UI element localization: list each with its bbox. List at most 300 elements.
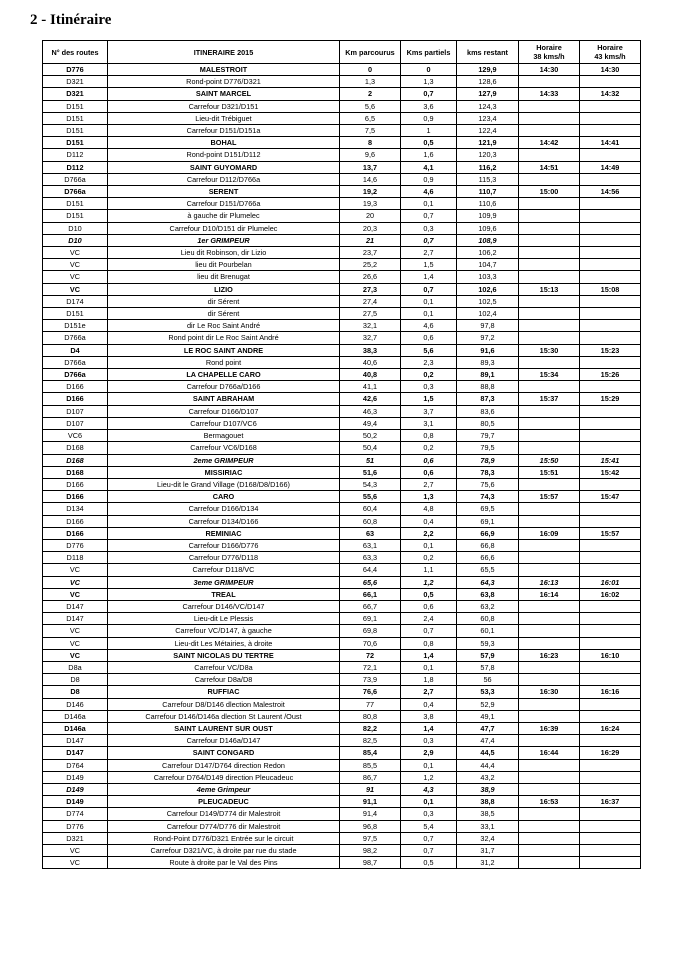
itinerary-cell: dir Sérent [108, 308, 340, 320]
km-covered-cell: 80,8 [340, 710, 401, 722]
route-number-cell: D168 [43, 466, 108, 478]
route-number-cell: D151 [43, 308, 108, 320]
km-covered-cell: 40,8 [340, 369, 401, 381]
time-43-cell: 16:02 [580, 588, 641, 600]
route-number-cell: VC [43, 576, 108, 588]
km-partial-cell: 4,8 [401, 503, 457, 515]
time-43-cell [580, 478, 641, 490]
km-partial-cell: 1 [401, 125, 457, 137]
time-38-cell: 15:57 [519, 491, 580, 503]
km-remaining-cell: 89,3 [457, 356, 519, 368]
itinerary-cell: Route à droite par le Val des Pins [108, 857, 340, 869]
km-partial-cell: 2,7 [401, 247, 457, 259]
table-row [43, 637, 641, 649]
itinerary-cell: Carrefour D151/D151a [108, 125, 340, 137]
km-partial-cell: 2,7 [401, 478, 457, 490]
km-covered-cell: 26,6 [340, 271, 401, 283]
table-row [43, 283, 641, 295]
time-43-cell [580, 356, 641, 368]
km-remaining-cell: 108,9 [457, 234, 519, 246]
km-partial-cell: 0,6 [401, 454, 457, 466]
km-remaining-cell: 88,8 [457, 381, 519, 393]
km-partial-cell: 0,7 [401, 234, 457, 246]
time-38-cell: 16:14 [519, 588, 580, 600]
itinerary-cell: Carrefour D149/D774 dir Malestroit [108, 808, 340, 820]
km-covered-cell: 1,3 [340, 76, 401, 88]
time-43-cell [580, 430, 641, 442]
time-38-cell [519, 832, 580, 844]
route-number-cell: VC [43, 649, 108, 661]
km-covered-cell: 50,4 [340, 442, 401, 454]
km-partial-cell: 1,5 [401, 259, 457, 271]
km-covered-cell: 55,6 [340, 491, 401, 503]
table-row [43, 417, 641, 429]
table-row [43, 210, 641, 222]
km-remaining-cell: 66,8 [457, 539, 519, 551]
table-row [43, 344, 641, 356]
km-covered-cell: 0 [340, 64, 401, 76]
route-number-cell: D166 [43, 515, 108, 527]
km-remaining-cell: 106,2 [457, 247, 519, 259]
km-covered-cell: 91,1 [340, 796, 401, 808]
km-partial-cell: 0,9 [401, 173, 457, 185]
km-covered-cell: 14,6 [340, 173, 401, 185]
time-38-cell [519, 600, 580, 612]
table-row [43, 552, 641, 564]
route-number-cell: D766a [43, 369, 108, 381]
km-covered-cell: 20 [340, 210, 401, 222]
km-covered-cell: 40,6 [340, 356, 401, 368]
route-number-cell: D146a [43, 710, 108, 722]
km-partial-cell: 1,4 [401, 649, 457, 661]
table-row [43, 686, 641, 698]
itinerary-cell: SAINT MARCEL [108, 88, 340, 100]
route-number-cell: D776 [43, 820, 108, 832]
km-remaining-cell: 83,6 [457, 405, 519, 417]
route-number-cell: D107 [43, 417, 108, 429]
km-remaining-cell: 116,2 [457, 161, 519, 173]
itinerary-cell: Carrefour D10/D151 dir Plumelec [108, 222, 340, 234]
km-partial-cell: 0,3 [401, 381, 457, 393]
itinerary-cell: Carrefour D147/D764 direction Redon [108, 759, 340, 771]
time-38-cell [519, 539, 580, 551]
time-38-cell: 16:53 [519, 796, 580, 808]
time-38-cell [519, 735, 580, 747]
km-covered-cell: 46,3 [340, 405, 401, 417]
time-38-cell: 16:09 [519, 527, 580, 539]
itinerary-cell: SAINT CONGARD [108, 747, 340, 759]
km-partial-cell: 0,6 [401, 466, 457, 478]
km-covered-cell: 82,2 [340, 722, 401, 734]
itinerary-cell: Carrefour D764/D149 direction Pleucadeuc [108, 771, 340, 783]
km-covered-cell: 91,4 [340, 808, 401, 820]
itinerary-cell: Carrefour D766a/D166 [108, 381, 340, 393]
route-number-cell: VC [43, 283, 108, 295]
table-row [43, 625, 641, 637]
itinerary-cell: lieu dit Brenugat [108, 271, 340, 283]
route-number-cell: VC [43, 857, 108, 869]
route-number-cell: D134 [43, 503, 108, 515]
time-43-cell [580, 759, 641, 771]
km-remaining-cell: 97,2 [457, 332, 519, 344]
itinerary-cell: Carrefour D107/VC6 [108, 417, 340, 429]
header-km-remaining: kms restant [457, 41, 519, 64]
km-covered-cell: 66,1 [340, 588, 401, 600]
time-43-cell: 16:37 [580, 796, 641, 808]
time-43-cell [580, 405, 641, 417]
route-number-cell: D118 [43, 552, 108, 564]
time-43-cell [580, 600, 641, 612]
km-covered-cell: 77 [340, 698, 401, 710]
itinerary-cell: 1er GRIMPEUR [108, 234, 340, 246]
km-covered-cell: 25,2 [340, 259, 401, 271]
route-number-cell: D112 [43, 149, 108, 161]
km-remaining-cell: 56 [457, 674, 519, 686]
table-row [43, 771, 641, 783]
time-38-cell [519, 112, 580, 124]
table-row [43, 564, 641, 576]
time-43-cell [580, 381, 641, 393]
time-38-cell: 14:33 [519, 88, 580, 100]
header-schedule-43: Horaire 43 kms/h [580, 41, 641, 64]
km-remaining-cell: 80,5 [457, 417, 519, 429]
km-partial-cell: 5,6 [401, 344, 457, 356]
time-38-cell [519, 674, 580, 686]
table-row [43, 588, 641, 600]
time-43-cell: 14:41 [580, 137, 641, 149]
km-partial-cell: 0,1 [401, 198, 457, 210]
km-remaining-cell: 121,9 [457, 137, 519, 149]
km-remaining-cell: 102,5 [457, 295, 519, 307]
km-remaining-cell: 47,4 [457, 735, 519, 747]
itinerary-cell: Carrefour D146/VC/D147 [108, 600, 340, 612]
km-remaining-cell: 78,3 [457, 466, 519, 478]
km-covered-cell: 2 [340, 88, 401, 100]
km-partial-cell: 1,5 [401, 393, 457, 405]
time-43-cell [580, 564, 641, 576]
time-43-cell: 16:16 [580, 686, 641, 698]
route-number-cell: D166 [43, 527, 108, 539]
time-43-cell [580, 442, 641, 454]
itinerary-cell: TREAL [108, 588, 340, 600]
table-row [43, 308, 641, 320]
table-row [43, 442, 641, 454]
time-38-cell [519, 613, 580, 625]
km-partial-cell: 0 [401, 64, 457, 76]
km-partial-cell: 2,4 [401, 613, 457, 625]
km-partial-cell: 0,2 [401, 369, 457, 381]
table-row [43, 320, 641, 332]
route-number-cell: D4 [43, 344, 108, 356]
km-covered-cell: 51 [340, 454, 401, 466]
itinerary-cell: Rond-point D776/D321 [108, 76, 340, 88]
km-covered-cell: 96,8 [340, 820, 401, 832]
km-covered-cell: 27,4 [340, 295, 401, 307]
km-remaining-cell: 79,5 [457, 442, 519, 454]
itinerary-cell: Lieu-dit le Grand Village (D168/D8/D166) [108, 478, 340, 490]
time-43-cell [580, 100, 641, 112]
itinerary-cell: Carrefour D321/D151 [108, 100, 340, 112]
itinerary-cell: Carrefour D8/D146 dlection Malestroit [108, 698, 340, 710]
itinerary-cell: Rond-point D151/D112 [108, 149, 340, 161]
time-43-cell: 16:29 [580, 747, 641, 759]
time-43-cell [580, 674, 641, 686]
route-number-cell: D151 [43, 100, 108, 112]
km-partial-cell: 1,1 [401, 564, 457, 576]
table-row [43, 112, 641, 124]
time-43-cell [580, 198, 641, 210]
table-body [43, 64, 641, 869]
route-number-cell: D151 [43, 210, 108, 222]
route-number-cell: D8 [43, 686, 108, 698]
km-partial-cell: 0,7 [401, 210, 457, 222]
km-remaining-cell: 124,3 [457, 100, 519, 112]
km-partial-cell: 1,4 [401, 722, 457, 734]
itinerary-cell: dir Sérent [108, 295, 340, 307]
route-number-cell: D166 [43, 478, 108, 490]
km-partial-cell: 0,7 [401, 283, 457, 295]
route-number-cell: D146 [43, 698, 108, 710]
time-38-cell: 14:42 [519, 137, 580, 149]
km-partial-cell: 3,6 [401, 100, 457, 112]
km-covered-cell: 6,5 [340, 112, 401, 124]
km-remaining-cell: 109,6 [457, 222, 519, 234]
route-number-cell: D10 [43, 234, 108, 246]
km-covered-cell: 20,3 [340, 222, 401, 234]
km-covered-cell: 21 [340, 234, 401, 246]
route-number-cell: VC [43, 271, 108, 283]
km-partial-cell: 0,1 [401, 308, 457, 320]
itinerary-cell: Lieu dit Robinson, dir Lizio [108, 247, 340, 259]
itinerary-cell: Rond-Point D776/D321 Entrée sur le circuit [108, 832, 340, 844]
table-row [43, 735, 641, 747]
time-43-cell [580, 661, 641, 673]
time-43-cell: 15:08 [580, 283, 641, 295]
itinerary-cell: LA CHAPELLE CARO [108, 369, 340, 381]
km-covered-cell: 66,7 [340, 600, 401, 612]
route-number-cell: D766a [43, 332, 108, 344]
km-covered-cell: 98,2 [340, 845, 401, 857]
table-row [43, 759, 641, 771]
itinerary-cell: Carrefour D8a/D8 [108, 674, 340, 686]
route-number-cell: VC6 [43, 430, 108, 442]
table-row [43, 515, 641, 527]
itinerary-cell: Lieu-dit Trébiguet [108, 112, 340, 124]
time-43-cell: 15:42 [580, 466, 641, 478]
itinerary-cell: SAINT LAURENT SUR OUST [108, 722, 340, 734]
km-remaining-cell: 129,9 [457, 64, 519, 76]
header-itinerary: ITINERAIRE 2015 [108, 41, 340, 64]
km-covered-cell: 60,4 [340, 503, 401, 515]
km-remaining-cell: 57,8 [457, 661, 519, 673]
km-covered-cell: 51,6 [340, 466, 401, 478]
km-covered-cell: 72 [340, 649, 401, 661]
table-row [43, 674, 641, 686]
itinerary-cell: SAINT ABRAHAM [108, 393, 340, 405]
time-43-cell [580, 417, 641, 429]
time-38-cell [519, 759, 580, 771]
table-row [43, 576, 641, 588]
table-row [43, 125, 641, 137]
time-43-cell: 14:32 [580, 88, 641, 100]
km-remaining-cell: 78,9 [457, 454, 519, 466]
itinerary-cell: Bermagouet [108, 430, 340, 442]
route-number-cell: D174 [43, 295, 108, 307]
time-43-cell [580, 552, 641, 564]
itinerary-cell: à gauche dir Plumelec [108, 210, 340, 222]
time-38-cell: 15:51 [519, 466, 580, 478]
itinerary-cell: Rond point dir Le Roc Saint André [108, 332, 340, 344]
table-row [43, 186, 641, 198]
table-row [43, 454, 641, 466]
itinerary-cell: lieu dit Pourbelan [108, 259, 340, 271]
km-covered-cell: 9,6 [340, 149, 401, 161]
time-43-cell [580, 271, 641, 283]
route-number-cell: VC [43, 588, 108, 600]
km-partial-cell: 0,8 [401, 637, 457, 649]
route-number-cell: D321 [43, 832, 108, 844]
km-partial-cell: 1,4 [401, 271, 457, 283]
km-remaining-cell: 59,3 [457, 637, 519, 649]
itinerary-cell: SERENT [108, 186, 340, 198]
km-covered-cell: 82,5 [340, 735, 401, 747]
km-remaining-cell: 32,4 [457, 832, 519, 844]
km-covered-cell: 72,1 [340, 661, 401, 673]
km-covered-cell: 7,5 [340, 125, 401, 137]
itinerary-cell: MISSIRIAC [108, 466, 340, 478]
section-title: 2 - Itinéraire [30, 12, 112, 28]
km-covered-cell: 27,5 [340, 308, 401, 320]
time-38-cell [519, 259, 580, 271]
header-schedule-38: Horaire 38 kms/h [519, 41, 580, 64]
km-remaining-cell: 128,6 [457, 76, 519, 88]
time-43-cell: 16:01 [580, 576, 641, 588]
table-row [43, 747, 641, 759]
km-covered-cell: 69,8 [340, 625, 401, 637]
time-38-cell [519, 564, 580, 576]
time-43-cell [580, 515, 641, 527]
km-partial-cell: 4,6 [401, 320, 457, 332]
table-row [43, 539, 641, 551]
time-43-cell [580, 173, 641, 185]
route-number-cell: D764 [43, 759, 108, 771]
route-number-cell: D151 [43, 125, 108, 137]
km-covered-cell: 38,3 [340, 344, 401, 356]
itinerary-cell: Carrefour D166/D107 [108, 405, 340, 417]
itinerary-table [42, 40, 641, 869]
time-38-cell [519, 820, 580, 832]
km-remaining-cell: 115,3 [457, 173, 519, 185]
time-43-cell: 15:23 [580, 344, 641, 356]
route-number-cell: D147 [43, 747, 108, 759]
route-number-cell: D166 [43, 393, 108, 405]
time-38-cell [519, 234, 580, 246]
km-partial-cell: 4,3 [401, 783, 457, 795]
km-remaining-cell: 43,2 [457, 771, 519, 783]
km-remaining-cell: 123,4 [457, 112, 519, 124]
km-partial-cell: 0,3 [401, 808, 457, 820]
time-38-cell [519, 430, 580, 442]
itinerary-cell: dir Le Roc Saint André [108, 320, 340, 332]
km-partial-cell: 0,5 [401, 588, 457, 600]
time-38-cell [519, 198, 580, 210]
table-row [43, 845, 641, 857]
table-row [43, 137, 641, 149]
km-remaining-cell: 47,7 [457, 722, 519, 734]
time-43-cell [580, 295, 641, 307]
route-number-cell: D166 [43, 381, 108, 393]
km-remaining-cell: 31,7 [457, 845, 519, 857]
km-covered-cell: 42,6 [340, 393, 401, 405]
table-row [43, 698, 641, 710]
route-number-cell: D151 [43, 112, 108, 124]
table-row [43, 613, 641, 625]
route-number-cell: VC [43, 625, 108, 637]
time-43-cell: 15:26 [580, 369, 641, 381]
km-remaining-cell: 69,1 [457, 515, 519, 527]
time-38-cell: 16:44 [519, 747, 580, 759]
km-partial-cell: 3,7 [401, 405, 457, 417]
itinerary-cell: Carrefour D166/D776 [108, 539, 340, 551]
itinerary-cell: Carrefour D134/D166 [108, 515, 340, 527]
km-partial-cell: 3,8 [401, 710, 457, 722]
time-38-cell [519, 100, 580, 112]
itinerary-cell: REMINIAC [108, 527, 340, 539]
table-header-row [43, 41, 641, 64]
time-38-cell [519, 503, 580, 515]
route-number-cell: D766a [43, 173, 108, 185]
km-remaining-cell: 63,2 [457, 600, 519, 612]
km-remaining-cell: 122,4 [457, 125, 519, 137]
route-number-cell: D151 [43, 137, 108, 149]
km-partial-cell: 0,1 [401, 796, 457, 808]
km-partial-cell: 1,2 [401, 771, 457, 783]
route-number-cell: D147 [43, 600, 108, 612]
km-remaining-cell: 33,1 [457, 820, 519, 832]
time-38-cell [519, 661, 580, 673]
time-38-cell [519, 442, 580, 454]
table-row [43, 259, 641, 271]
km-remaining-cell: 104,7 [457, 259, 519, 271]
time-43-cell [580, 539, 641, 551]
route-number-cell: D168 [43, 454, 108, 466]
route-number-cell: D776 [43, 64, 108, 76]
itinerary-cell: 2eme GRIMPEUR [108, 454, 340, 466]
table-row [43, 857, 641, 869]
route-number-cell: D149 [43, 783, 108, 795]
time-38-cell: 15:00 [519, 186, 580, 198]
itinerary-cell: Carrefour D118/VC [108, 564, 340, 576]
km-remaining-cell: 63,8 [457, 588, 519, 600]
table-row [43, 381, 641, 393]
table-row [43, 710, 641, 722]
route-number-cell: D151 [43, 198, 108, 210]
time-38-cell: 14:51 [519, 161, 580, 173]
route-number-cell: D146a [43, 722, 108, 734]
time-38-cell [519, 381, 580, 393]
km-covered-cell: 19,3 [340, 198, 401, 210]
time-38-cell [519, 698, 580, 710]
itinerary-cell: RUFFIAC [108, 686, 340, 698]
route-number-cell: D766a [43, 356, 108, 368]
time-38-cell [519, 125, 580, 137]
table-row [43, 405, 641, 417]
time-43-cell: 15:47 [580, 491, 641, 503]
time-43-cell [580, 320, 641, 332]
km-partial-cell: 0,1 [401, 661, 457, 673]
itinerary-cell: 4eme Grimpeur [108, 783, 340, 795]
km-remaining-cell: 69,5 [457, 503, 519, 515]
